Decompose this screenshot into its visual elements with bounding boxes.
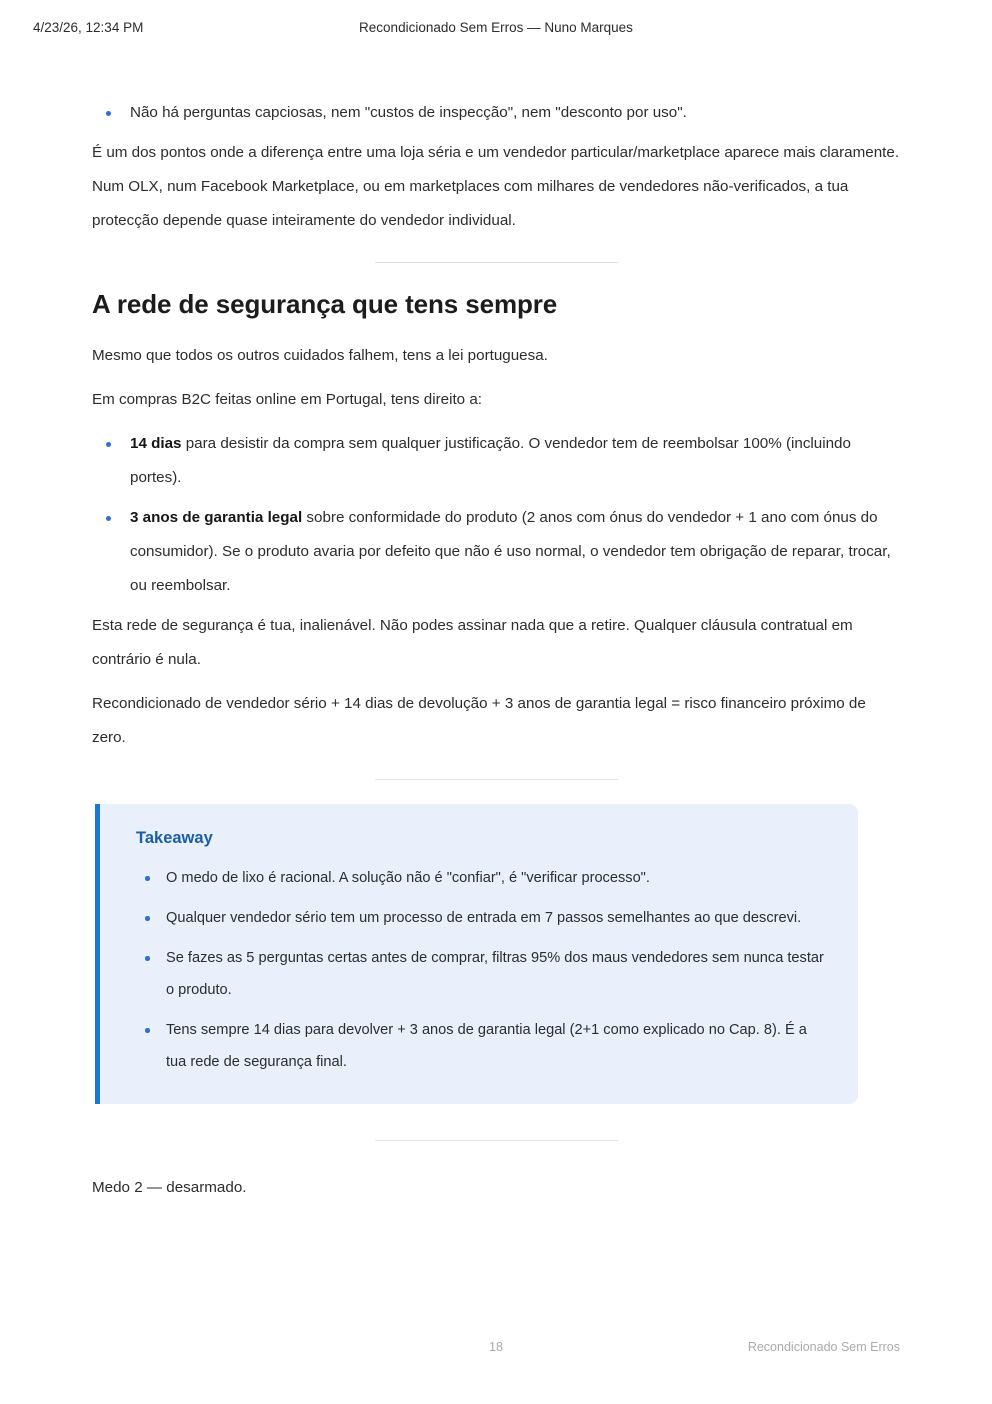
consumer-rights-list: [92, 427, 900, 603]
footer-book-label: Recondicionado Sem Erros: [747, 1340, 900, 1354]
takeaway-callout: [95, 804, 858, 1104]
intro-paragraph: É um dos pontos onde a diferença entre uma loja séria e um vendedor particular/marketplace aparece mais claramente. Num OLX, num Facebook Marketplace, ou em marketplaces com milhares de vendedores não-verificados, a tua protecção depende quase inteiramente do vendedor individual.: [92, 144, 900, 229]
print-footer: [0, 1340, 992, 1360]
paragraph-risk: Recondicionado de vendedor sério + 14 dias de devolução + 3 anos de garantia legal = risco financeiro próximo de zero.: [92, 695, 866, 746]
print-header: [0, 20, 992, 42]
document-content: [92, 96, 900, 1215]
paragraph-inalienable: Esta rede de segurança é tua, inalienável. Não podes assinar nada que a retire. Qualquer cláusula contratual em contrário é nula.: [92, 617, 853, 668]
rights-item-text: para desistir da compra sem qualquer justificação. O vendedor tem de reembolsar 100% (incluindo portes).: [130, 435, 851, 486]
takeaway-list: [136, 862, 828, 1078]
section-divider-top: [375, 262, 618, 263]
closing-line: Medo 2 — desarmado.: [92, 1179, 247, 1196]
rights-item-lead: 3 anos de garantia legal: [130, 509, 303, 526]
list-item: Se fazes as 5 perguntas certas antes de comprar, filtras 95% dos maus vendedores sem nunca testar o produto.: [136, 942, 828, 1006]
paragraph-b2c: Em compras B2C feitas online em Portugal, tens direito a:: [92, 391, 482, 408]
carryover-bullet-list: [92, 96, 900, 130]
section-divider-bottom: [375, 1140, 618, 1141]
list-item: [92, 427, 900, 495]
print-header-date: 4/23/26, 12:34 PM: [33, 20, 144, 35]
rights-item-lead: 14 dias: [130, 435, 182, 452]
list-item: Qualquer vendedor sério tem um processo de entrada em 7 passos semelhantes ao que descrevi.: [136, 902, 828, 934]
list-item: O medo de lixo é racional. A solução não é "confiar", é "verificar processo".: [136, 862, 828, 894]
takeaway-title: Takeaway: [136, 829, 213, 847]
rights-item-text: sobre conformidade do produto (2 anos com ónus do vendedor + 1 ano com ónus do consumidor). Se o produto avaria por defeito que não é uso normal, o vendedor tem obrigação de reparar, trocar, ou reembolsar.: [130, 509, 891, 594]
list-item: Tens sempre 14 dias para devolver + 3 anos de garantia legal (2+1 como explicado no Cap. 8). É a tua rede de segurança final.: [136, 1014, 828, 1078]
page-number: 18: [489, 1340, 503, 1354]
paragraph-law: Mesmo que todos os outros cuidados falhem, tens a lei portuguesa.: [92, 347, 548, 364]
list-item: [92, 96, 900, 130]
page-title: A rede de segurança que tens sempre: [92, 289, 558, 319]
carryover-bullet-text: Não há perguntas capciosas, nem "custos de inspecção", nem "desconto por uso".: [130, 104, 687, 121]
print-header-title: Recondicionado Sem Erros — Nuno Marques: [359, 20, 633, 35]
section-divider-middle: [375, 779, 618, 780]
list-item: [92, 501, 900, 603]
